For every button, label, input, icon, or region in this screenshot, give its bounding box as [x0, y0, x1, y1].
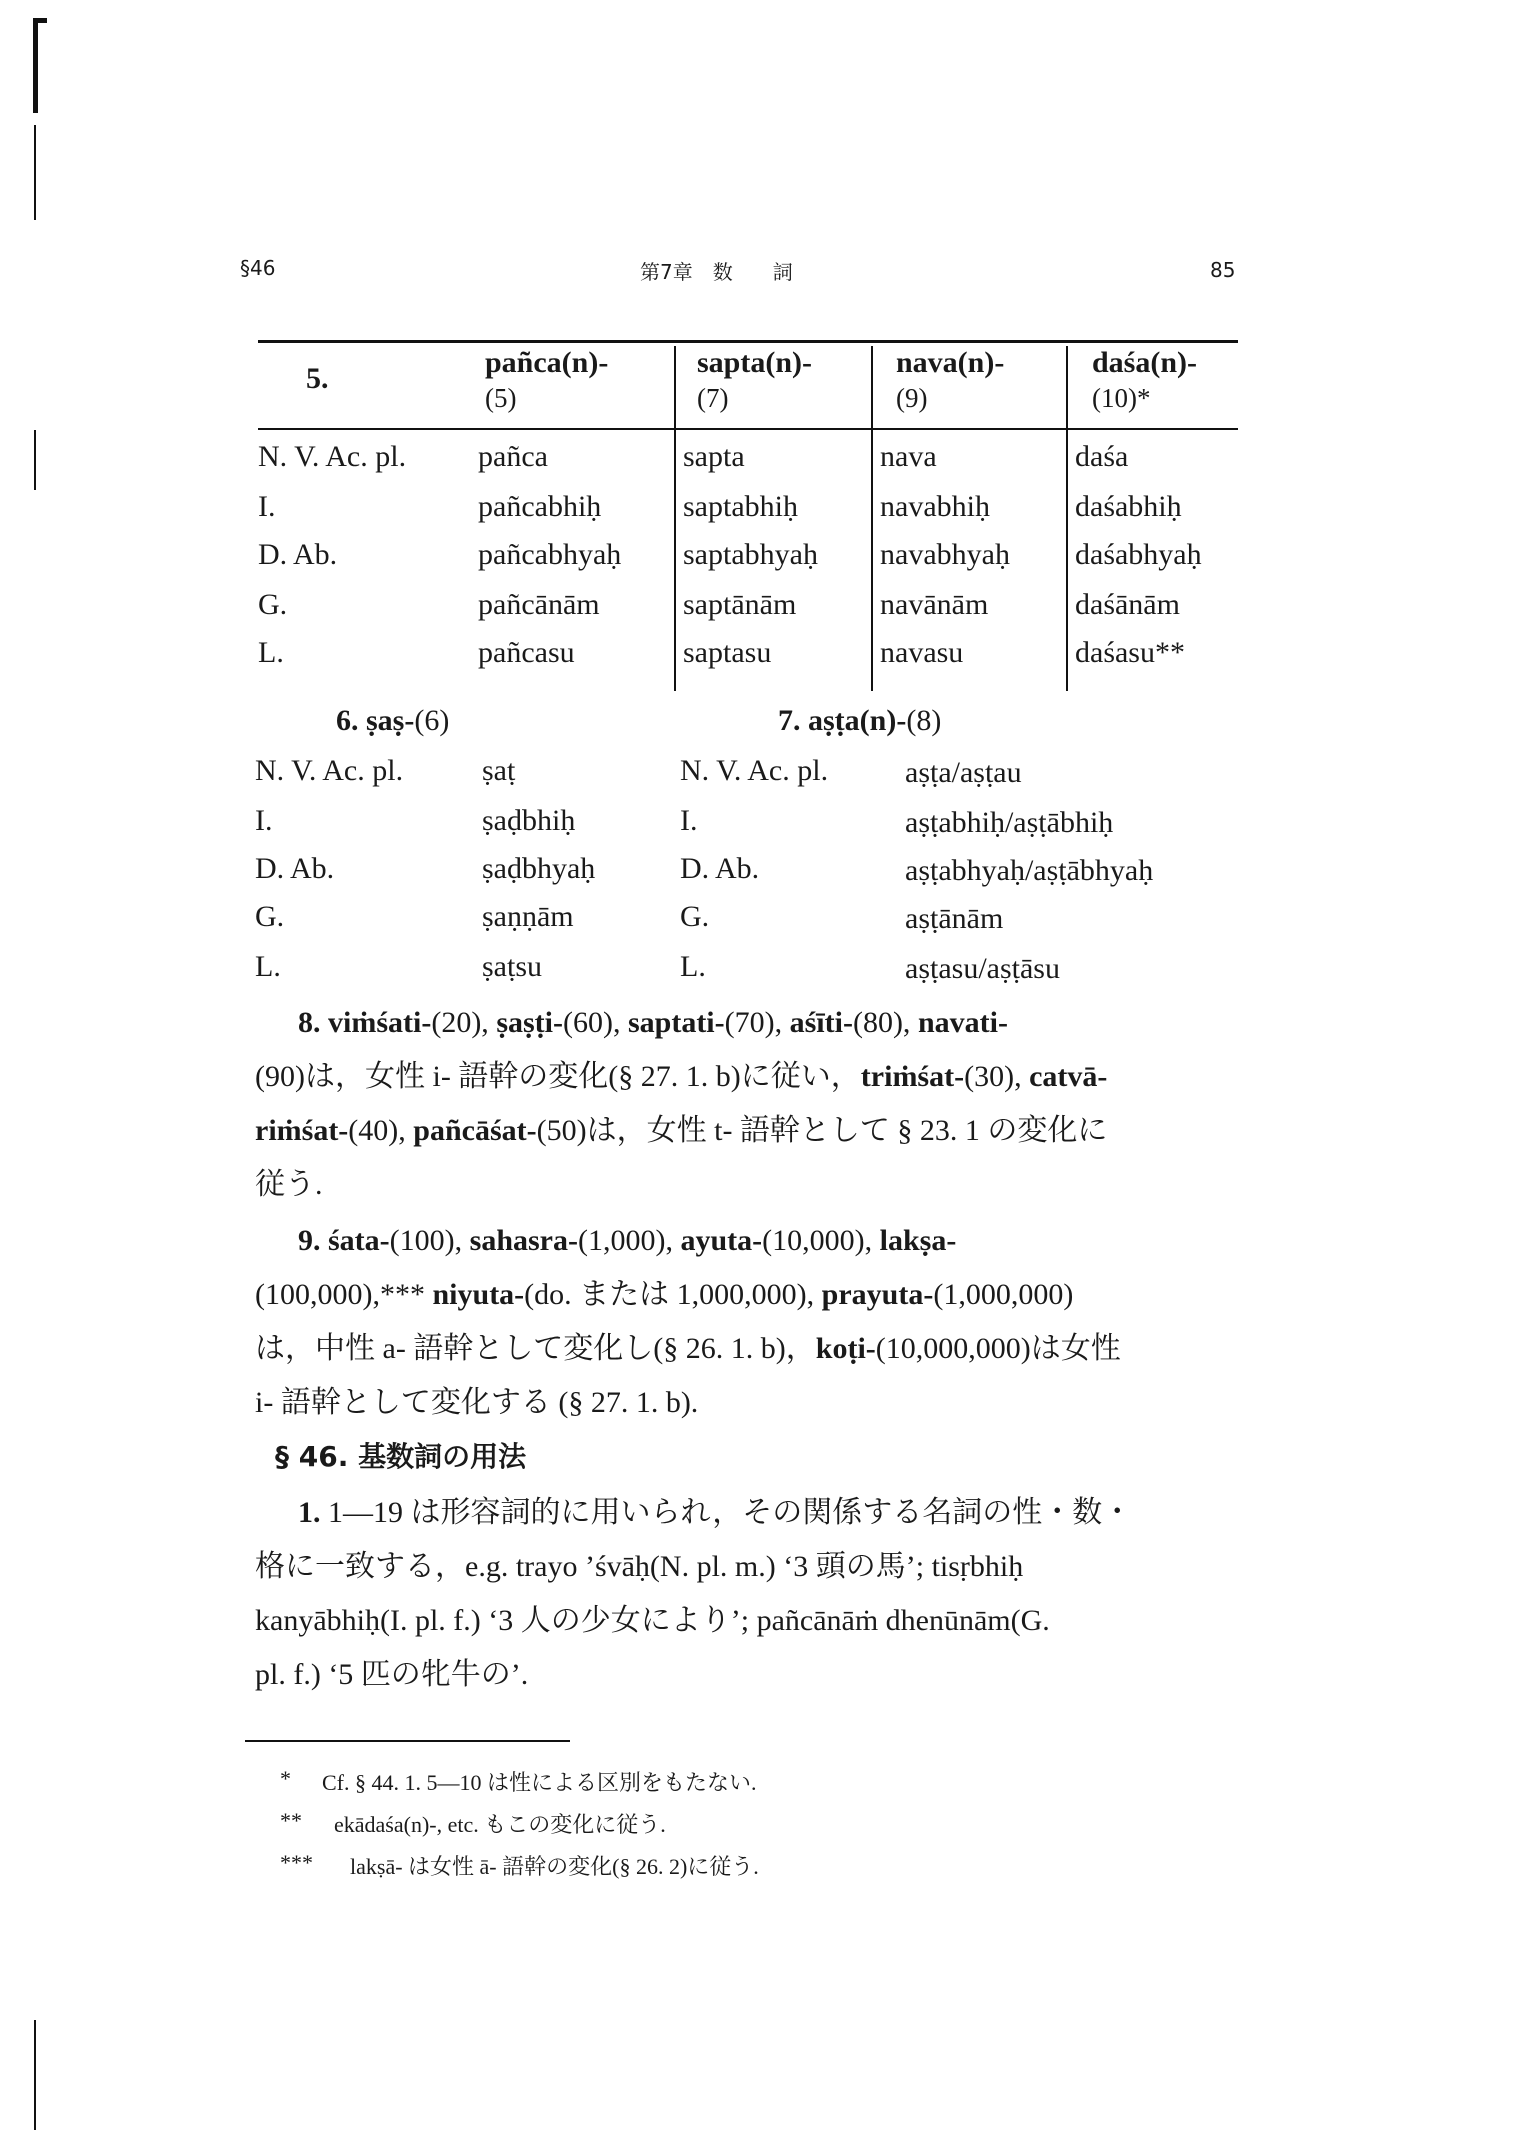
footnote-mark: **	[280, 1808, 302, 1833]
column-header: nava(n)-	[896, 346, 1005, 379]
table-cell: pañcasu	[478, 636, 575, 669]
table-title	[336, 704, 449, 738]
table-cell: daśabhiḥ	[1075, 490, 1182, 523]
table-gloss: (6)	[414, 704, 450, 737]
table-cell: ṣaṇṇām	[482, 900, 574, 933]
footnote-text: Cf. § 44. 1. 5—10 は性による区別をもたない.	[322, 1770, 757, 1795]
case-label: D. Ab.	[255, 852, 335, 885]
table-cell: aṣṭabhyaḥ/aṣṭābhyaḥ	[905, 854, 1154, 887]
column-header: pañca(n)-	[485, 346, 609, 379]
header-chapter: 第7章 数 詞	[640, 260, 793, 284]
paragraph-line: 格に一致する，e.g. trayo ’śvāḥ(N. pl. m.) ‘3 頭の馬’; tisṛbhiḥ	[255, 1550, 1024, 1583]
table-cell: ṣaṭ	[482, 754, 516, 787]
column-gloss: (9)	[896, 383, 928, 413]
paragraph-line: 8. viṁśati-(20), ṣaṣṭi-(60), saptati-(70), aśīti-(80), navati-	[298, 1006, 1008, 1039]
case-label: G.	[258, 588, 288, 621]
table-cell: saptasu	[683, 636, 772, 669]
scan-edge-mark-top-bar	[33, 18, 47, 23]
case-label: L.	[255, 950, 281, 983]
table-cell: saptabhyaḥ	[683, 538, 818, 571]
table-gloss: (8)	[906, 704, 942, 737]
case-label: N. V. Ac. pl.	[680, 754, 829, 787]
case-label: D. Ab.	[258, 538, 338, 571]
table-cell: saptānām	[683, 588, 797, 621]
paragraph-line: は，中性 a- 語幹として変化し(§ 26. 1. b)，koṭi-(10,000,000)は女性	[255, 1332, 1121, 1365]
paragraph-line: riṁśat-(40), pañcāśat-(50)は，女性 t- 語幹として § 23. 1 の変化に	[255, 1114, 1108, 1147]
footnote-text: lakṣā- は女性 ā- 語幹の変化(§ 26. 2)に従う.	[350, 1854, 759, 1879]
footnote-mark: *	[280, 1766, 291, 1791]
column-header: daśa(n)-	[1092, 346, 1198, 379]
case-label: L.	[258, 636, 284, 669]
table-cell: daśabhyaḥ	[1075, 538, 1202, 571]
table-number: 6.	[336, 704, 359, 737]
case-label: I.	[258, 490, 276, 523]
table-col-divider	[1066, 346, 1068, 691]
column-header: sapta(n)-	[697, 346, 813, 379]
case-label: I.	[255, 804, 273, 837]
table-cell: ṣaḍbhiḥ	[482, 804, 576, 837]
footnote-mark: ***	[280, 1850, 313, 1875]
paragraph-line: 9. śata-(100), sahasra-(1,000), ayuta-(10,000), lakṣa-	[298, 1224, 957, 1257]
table-top-rule	[258, 340, 1238, 343]
scan-edge-mark-bottom	[34, 2020, 36, 2130]
column-gloss: (7)	[697, 383, 729, 413]
paragraph-line: kanyābhiḥ(I. pl. f.) ‘3 人の少女により’; pañcānāṁ dhenūnām(G.	[255, 1604, 1050, 1637]
case-label: N. V. Ac. pl.	[255, 754, 404, 787]
table-cell: aṣṭasu/aṣṭāsu	[905, 952, 1060, 985]
table-stem: aṣṭa(n)-	[808, 704, 907, 737]
paragraph-line: i- 語幹として変化する (§ 27. 1. b).	[255, 1386, 699, 1419]
table-cell: aṣṭānām	[905, 902, 1004, 935]
table-cell: navabhiḥ	[880, 490, 990, 523]
table-stem: ṣaṣ-	[366, 704, 415, 737]
table-cell: pañca	[478, 440, 548, 473]
scan-edge-mark-mid	[34, 430, 36, 490]
table-cell: saptabhiḥ	[683, 490, 798, 523]
table-cell: aṣṭa/aṣṭau	[905, 756, 1022, 789]
footnote-separator	[245, 1740, 570, 1742]
table-cell: pañcabhiḥ	[478, 490, 602, 523]
table-cell: pañcabhyaḥ	[478, 538, 622, 571]
table-cell: sapta	[683, 440, 745, 473]
section-heading: § 46. 基数詞の用法	[275, 1440, 527, 1473]
table-cell: daśānām	[1075, 588, 1180, 621]
table-header-rule	[258, 428, 1238, 430]
table-title	[778, 704, 941, 738]
scan-edge-mark-left	[34, 125, 36, 220]
table-cell: daśa	[1075, 440, 1129, 473]
paragraph-line: pl. f.) ‘5 匹の牝牛の’.	[255, 1658, 529, 1691]
case-label: I.	[680, 804, 698, 837]
paragraph-line: (90)は，女性 i- 語幹の変化(§ 27. 1. b)に従い，triṁśat-(30), catvā-	[255, 1060, 1108, 1093]
case-label: N. V. Ac. pl.	[258, 440, 407, 473]
paragraph-line: (100,000),*** niyuta-(do. または 1,000,000), prayuta-(1,000,000)	[255, 1278, 1074, 1311]
table-cell: navānām	[880, 588, 989, 621]
table-cell: navabhyaḥ	[880, 538, 1010, 571]
table-col-divider	[871, 346, 873, 691]
case-label: G.	[255, 900, 285, 933]
case-label: D. Ab.	[680, 852, 760, 885]
paragraph-line: 従う.	[255, 1168, 323, 1201]
column-gloss: (10)*	[1092, 383, 1151, 413]
page-number: 85	[1210, 258, 1236, 282]
footnote-text: ekādaśa(n)-, etc. もこの変化に従う.	[334, 1812, 666, 1837]
scan-edge-mark-top	[33, 18, 38, 113]
column-gloss: (5)	[485, 383, 517, 413]
case-label: G.	[680, 900, 710, 933]
case-label: L.	[680, 950, 706, 983]
table-cell: daśasu**	[1075, 636, 1185, 669]
table-cell: nava	[880, 440, 937, 473]
table-cell: aṣṭabhiḥ/aṣṭābhiḥ	[905, 806, 1114, 839]
table-col-divider	[674, 346, 676, 691]
table-number: 7.	[778, 704, 801, 737]
table-cell: pañcānām	[478, 588, 600, 621]
table-cell: ṣaḍbhyaḥ	[482, 852, 596, 885]
paragraph-line: 1. 1—19 は形容詞的に用いられ，その関係する名詞の性・数・	[298, 1496, 1133, 1529]
table-cell: ṣaṭsu	[482, 950, 542, 983]
table-corner-label: 5.	[306, 362, 329, 395]
header-section: §46	[240, 256, 276, 280]
table-cell: navasu	[880, 636, 964, 669]
